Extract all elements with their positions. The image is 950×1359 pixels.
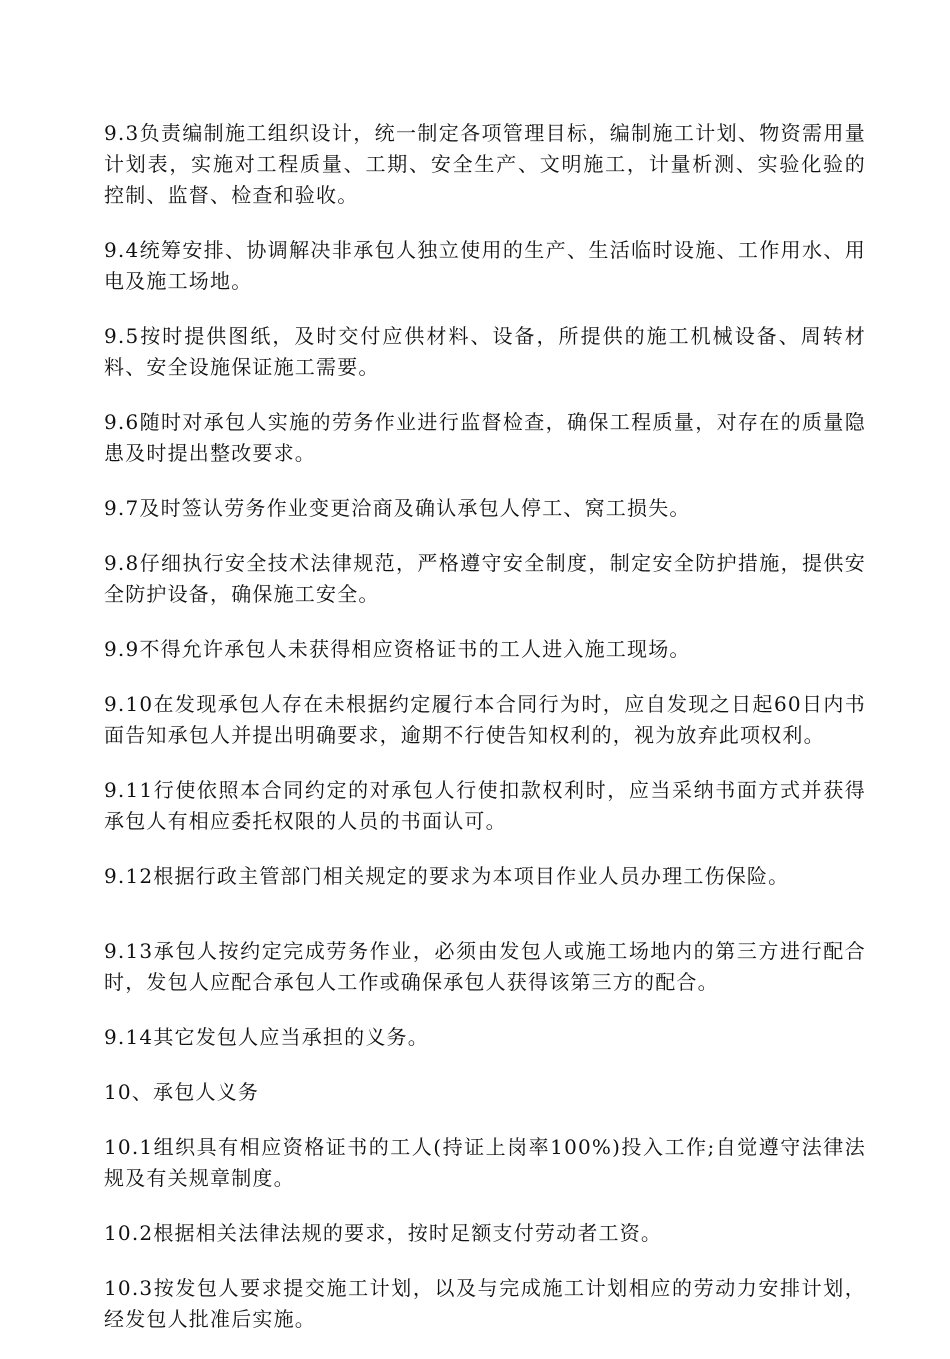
document-body — [104, 118, 866, 1359]
clause-9-12: 9.12根据行政主管部门相关规定的要求为本项目作业人员办理工伤保险。 — [104, 864, 790, 888]
clause-10-1: 10.1组织具有相应资格证书的工人(持证上岗率100%)投入工作;自觉遵守法律法规及有关规章制度。 — [104, 1135, 866, 1190]
clause-9-14: 9.14其它发包人应当承担的义务。 — [104, 1025, 429, 1049]
clause-9-5: 9.5按时提供图纸，及时交付应供材料、设备，所提供的施工机械设备、周转材料、安全设施保证施工需要。 — [104, 324, 866, 379]
section-heading-10: 10、承包人义务 — [104, 1080, 260, 1104]
clause-9-6: 9.6随时对承包人实施的劳务作业进行监督检查，确保工程质量，对存在的质量隐患及时提出整改要求。 — [104, 410, 866, 465]
clause-9-11: 9.11行使依照本合同约定的对承包人行使扣款权利时，应当采纳书面方式并获得承包人有相应委托权限的人员的书面认可。 — [104, 778, 866, 833]
clause-9-10: 9.10在发现承包人存在未根据约定履行本合同行为时，应自发现之日起60日内书面告知承包人并提出明确要求，逾期不行使告知权利的，视为放弃此项权利。 — [104, 692, 866, 747]
clause-9-9: 9.9不得允许承包人未获得相应资格证书的工人进入施工现场。 — [104, 637, 691, 661]
clause-9-13: 9.13承包人按约定完成劳务作业，必须由发包人或施工场地内的第三方进行配合时，发包人应配合承包人工作或确保承包人获得该第三方的配合。 — [104, 939, 866, 994]
clause-9-7: 9.7及时签认劳务作业变更洽商及确认承包人停工、窝工损失。 — [104, 496, 691, 520]
clause-9-4: 9.4统筹安排、协调解决非承包人独立使用的生产、生活临时设施、工作用水、用电及施工场地。 — [104, 238, 866, 293]
clause-10-3: 10.3按发包人要求提交施工计划，以及与完成施工计划相应的劳动力安排计划，经发包人批准后实施。 — [104, 1276, 866, 1331]
clause-10-2: 10.2根据相关法律法规的要求，按时足额支付劳动者工资。 — [104, 1221, 663, 1245]
clause-9-3: 9.3负责编制施工组织设计，统一制定各项管理目标，编制施工计划、物资需用量计划表，实施对工程质量、工期、安全生产、文明施工，计量析测、实验化验的控制、监督、检查和验收。 — [104, 121, 866, 207]
clause-9-8: 9.8仔细执行安全技术法律规范，严格遵守安全制度，制定安全防护措施，提供安全防护设备，确保施工安全。 — [104, 551, 866, 606]
